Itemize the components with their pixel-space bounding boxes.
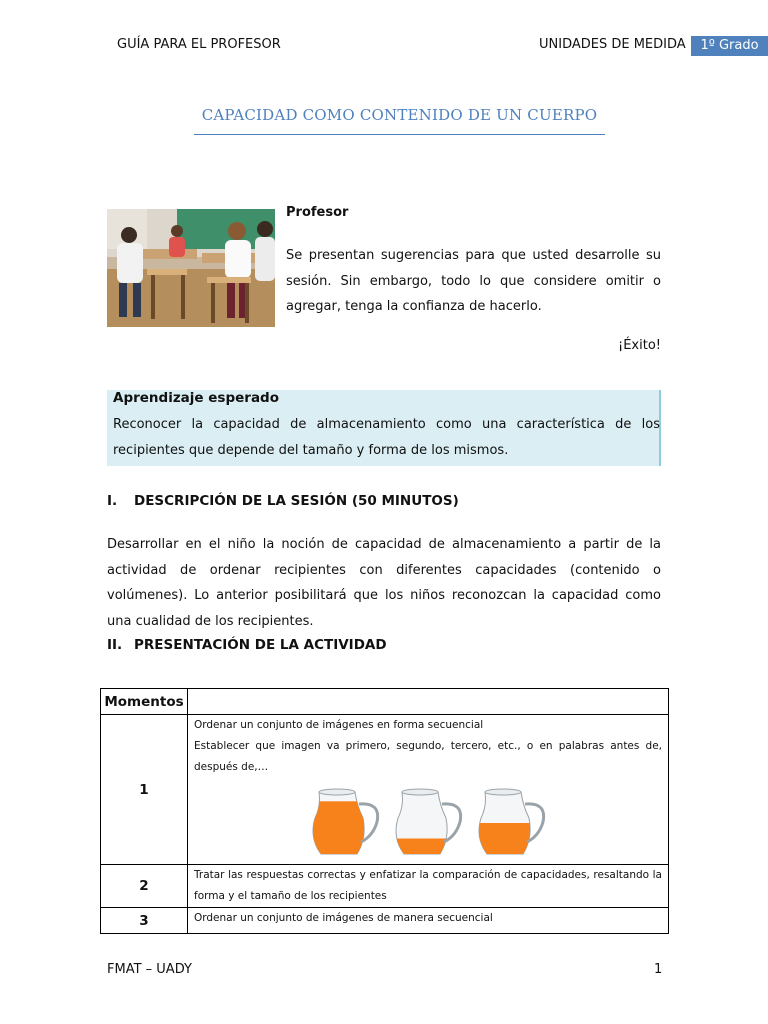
section-1-title: DESCRIPCIÓN DE LA SESIÓN (50 MINUTOS): [134, 493, 459, 509]
table-header-empty: [188, 689, 669, 715]
header-left: GUÍA PARA EL PROFESOR: [117, 37, 281, 52]
page-title: CAPACIDAD COMO CONTENIDO DE UN CUERPO: [201, 106, 598, 124]
row-content: Ordenar un conjunto de imágenes de manera secuencial: [188, 908, 669, 934]
title-underline: [194, 134, 605, 135]
full-jug-icon: [309, 789, 378, 854]
row-line: Ordenar un conjunto de imágenes en forma secuencial: [194, 719, 484, 731]
profesor-heading: Profesor: [286, 205, 349, 220]
section-2-heading: [107, 637, 387, 653]
table-row: [101, 715, 669, 865]
row-number: 2: [101, 865, 188, 908]
footer-left: FMAT – UADY: [107, 962, 192, 977]
grade-badge: 1º Grado: [691, 36, 768, 56]
section-1-heading: [107, 493, 459, 509]
page-number: 1: [654, 962, 663, 977]
momentos-table: [100, 688, 669, 934]
table-header-row: [101, 689, 669, 715]
row-content: Tratar las respuestas correctas y enfatizar la comparación de capacidades, resaltando la forma y el tamaño de los recipientes: [188, 865, 669, 908]
table-row: [101, 908, 669, 934]
header-right: UNIDADES DE MEDIDA: [539, 37, 686, 52]
classroom-photo: [107, 209, 275, 327]
exito-text: ¡Éxito!: [618, 338, 661, 353]
half-jug-icon: [473, 789, 544, 854]
section-2-title: PRESENTACIÓN DE LA ACTIVIDAD: [134, 637, 387, 653]
section-2-number: II.: [107, 637, 123, 653]
aprendizaje-box: [107, 390, 661, 466]
row-content: [188, 715, 669, 865]
row-number: 1: [101, 715, 188, 865]
jug-images: [309, 784, 569, 860]
aprendizaje-heading: Aprendizaje esperado: [113, 390, 279, 406]
row-line: Establecer que imagen va primero, segundo, tercero, etc., o en palabras antes de, después de,…: [194, 740, 662, 773]
aprendizaje-text: Reconocer la capacidad de almacenamiento como una característica de los recipientes que depende del tamaño y forma de los mismos.: [113, 417, 660, 458]
table-row: [101, 865, 669, 908]
section-1-text: Desarrollar en el niño la noción de capacidad de almacenamiento a partir de la actividad de ordenar recipientes con diferentes capacidades (contenido o volúmenes). Lo anterior posibilitará que los niños reconozcan la capacidad como una cualidad de los recipientes.: [107, 537, 661, 629]
row-number: 3: [101, 908, 188, 934]
low-jug-icon: [390, 789, 461, 854]
section-1-number: I.: [107, 493, 118, 509]
profesor-text: Se presentan sugerencias para que usted desarrolle su sesión. Sin embargo, todo lo que considere omitir o agregar, tenga la confianza de hacerlo.: [286, 248, 661, 314]
table-header-cell: Momentos: [101, 689, 188, 715]
